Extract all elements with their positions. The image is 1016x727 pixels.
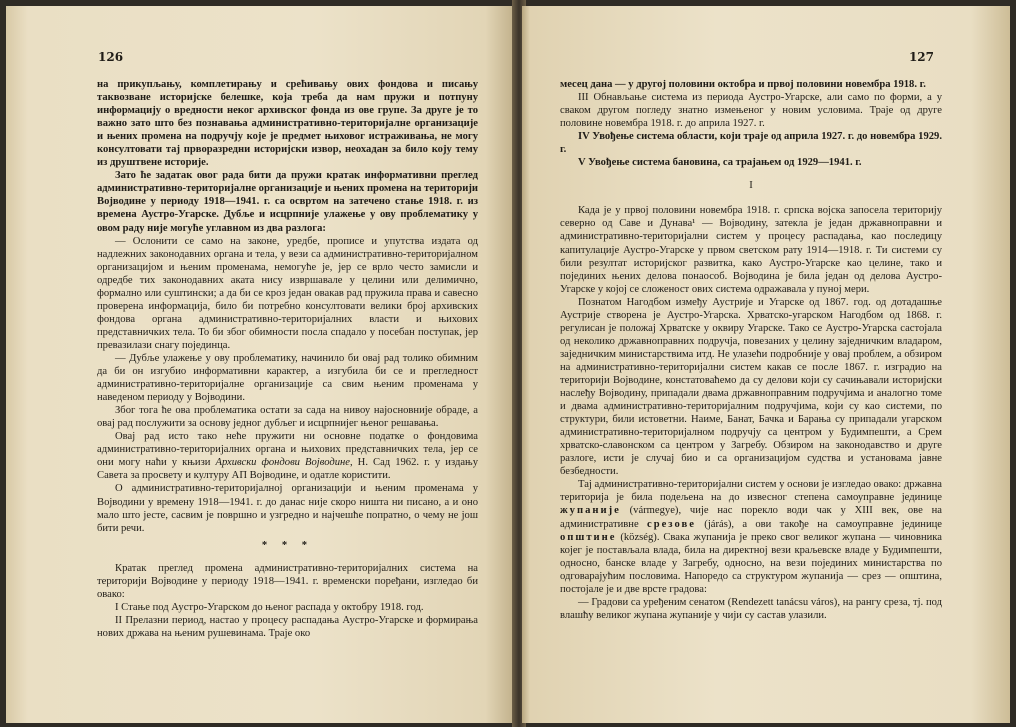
paragraph: Због тога ће ова проблематика остати за сада на нивоу најосновније обраде, а овај рад послужити за основу једног дубљег и исцрпнијег њеног решавања. [97, 405, 478, 430]
section-numeral: I [749, 180, 753, 192]
paragraph: О административно-територијалној организацији и њеним променама у Војводини у времену 1918—1941. г. до данас није скоро ништа ни писано, а и оно мало што јесте, сасвим је површно и узгредно и најчешће попратно, о чему не још бити речи. [97, 483, 478, 534]
term-spaced: општине [560, 531, 617, 543]
paragraph: Зато ће задатак овог рада бити да пружи кратак информативни преглед административно-територијалне организације и њених промена на територији Војводине у периоду 1918—1941. г. са освртом на затечено стање 1918. г. из времена Аустро-Угарске. Дубље и исцрпније улажење у ову проблематику у овом раду није могуће углавном из два разлога: [97, 170, 478, 234]
paragraph: — Ослонити се само на законе, уредбе, прописе и упутства издата од надлежних законодавних органа и тела, у вези са административно-територијалном организацијом и њеним променама, немогуће је, јер се врло често замисли и одредбе тих законодавних аката нису извршавале у целини или делимично, формално или суштински; а да би се кроз један овакав рад пружила права и савесно проверена информација, било би потребно консултовати велики број архивских фондова органа административно-територијалних власти и њихових представничких тела. То би због обимности посла спадало у посебан поступак, јер превазилази снагу појединца. [97, 235, 478, 351]
left-page [6, 6, 516, 723]
paragraph: — Градови са уређеним сенатом (Rendezett tanácsu város), на рангу среза, тј. под влашћу великог жупана жупаније у чији су састав улазили. [560, 596, 942, 621]
paragraph-text: Овај рад исто тако неће пружити ни основне податке о фондовима административно-територијалних органа и њихових представничких тела, јер се они могу наћи у књизи [97, 431, 478, 469]
paragraph-text: (vármegye), чије нас порекло води чак у XIII век, ове на административне [560, 505, 942, 530]
paragraph: — Дубље улажење у ову проблематику, начинило би овај рад толико обимним да би он изгубио информативни карактер, а изгубила би се и прегледност административно-територијалне организације са свим њеним променама у наведеном периоду у Војводини. [97, 352, 478, 404]
left-page-text [97, 78, 478, 640]
right-page-text [560, 78, 942, 622]
paragraph: Познатом Нагодбом између Аустрије и Угарске од 1867. год. од дотадашње Аустрије створена је Аустро-Угарска. Хрватско-угарском Нагодбом од 1868. г. регулисан је положај Хрватске у оквиру Угарске. Тако се Аустро-Угарска састојала од неколико државноправних подручја, повезаних у целину заједничким владаром, заједничким министарствима итд. Не улазећи подробније у овај проблем, а обзиром на административно-територијални систем какав се после 1867. г. изградио на територији Војводине, констатоваћемо да су делови који су сачињавали историјски наслеђу Војводину, припадали двама државноправним подручјима и аналогно томе и двама административно-територијалним подручјима, који су као системи, по структури, били истоветни. Наиме, Банат, Бачка и Барања су припадали угарском административно-територијалном подручју са центром у Будимпешти, а Срем хрватско-славонском са центром у Загребу. Обзиром на законодавство и друге разлоге, исти је случај био и са организацијом судства и установама јавне безбедности. [560, 296, 942, 478]
list-item: III Обнављање система из периода Аустро-Угарске, али само по форми, а у сваком другом погледу знатно измењеног у новим условима. Траје од друге половине новембра 1918. г. до априла 1927. г. [560, 92, 942, 130]
list-item: месец дана — у другој половини октобра и првој половини новембра 1918. г. [560, 79, 926, 90]
page-number-right: 127 [908, 50, 934, 64]
page-number-left: 126 [98, 50, 124, 64]
paragraph-text: Тај административно-територијални систем у основи је изгледао овако: државна територија је била подељена на до извесног степена самоуправне јединице [560, 479, 942, 504]
paragraph: на прикупљању, комплетирању и срећивању ових фондова и писању таквозване историјске белешке, која треба да нам пружи и потпуну информацију о вредности неког архивског фонда из ове групе. За друге је то важно зато што без познавања административно-територијалне организације и њених промена на подручју које је предмет њиховог истраживања, не могу консултовати тај прворазредни историјски извор, неохадан за било коју тему из друштвене историје. [97, 79, 478, 169]
paragraph-text: , Н. Сад 1962. г. у издању Савета за просвету и културу АП Војводине, и одатле користити. [97, 457, 478, 482]
book-title: Архивски фондови Војводине [215, 457, 350, 469]
section-separator: * * * [261, 539, 314, 551]
list-item: IV Увођење система области, који траје од априла 1927. г. до новембра 1929. г. [560, 131, 942, 156]
paragraph-text: (járás), а ови такође на самоуправне јединице [695, 518, 942, 530]
term-spaced: жупаније [560, 505, 621, 517]
list-item: I Стање под Аустро-Угарском до њеног распада у октобру 1918. год. [115, 601, 424, 613]
paragraph [560, 478, 942, 595]
paragraph: Кратак преглед промена административно-територијалних система на територији Војводине у периоду 1918—1941. г. временски поређани, изгледао би овако: [97, 562, 478, 600]
list-item: II Прелазни период, настао у процесу распадања Аустро-Угарске и формирања нових држава на њеним рушевинама. Траје око [97, 614, 478, 639]
right-page [522, 6, 1010, 723]
paragraph-text: (község). Свака жупанија је преко свог великог жупана — чиновника којег је постављала влада, била на директној вези краљевске владе у Будимпешти, односно, банске владе у Загребу, односно, на вези појединих министарства по одговарајућим пословима. Напоредо са структуром жупанија — срез — општина, постојале је и две врсте градова: [560, 531, 942, 595]
list-item: V Увођење система бановина, са трајањем од 1929—1941. г. [578, 157, 862, 169]
paragraph [97, 430, 478, 482]
term-spaced: срезове [647, 518, 696, 530]
paragraph: Када је у првој половини новембра 1918. г. српска војска запосела територију северно од Саве и Дунава¹ — Војводину, затекла је један државноправни и административно-територијални систем у процесу распадања, као последицу капитулације Аустро-Угарске у првом светском рату 1914—1918. г. Ти системи су били резултат историјског развитка, како Аустро-Угарске као целине, тако и појединих њених делова понаособ. Војводина је била један од делова Аустро-Угарске у којој се сложеност ових система одражавала у пуној мери. [560, 205, 942, 295]
